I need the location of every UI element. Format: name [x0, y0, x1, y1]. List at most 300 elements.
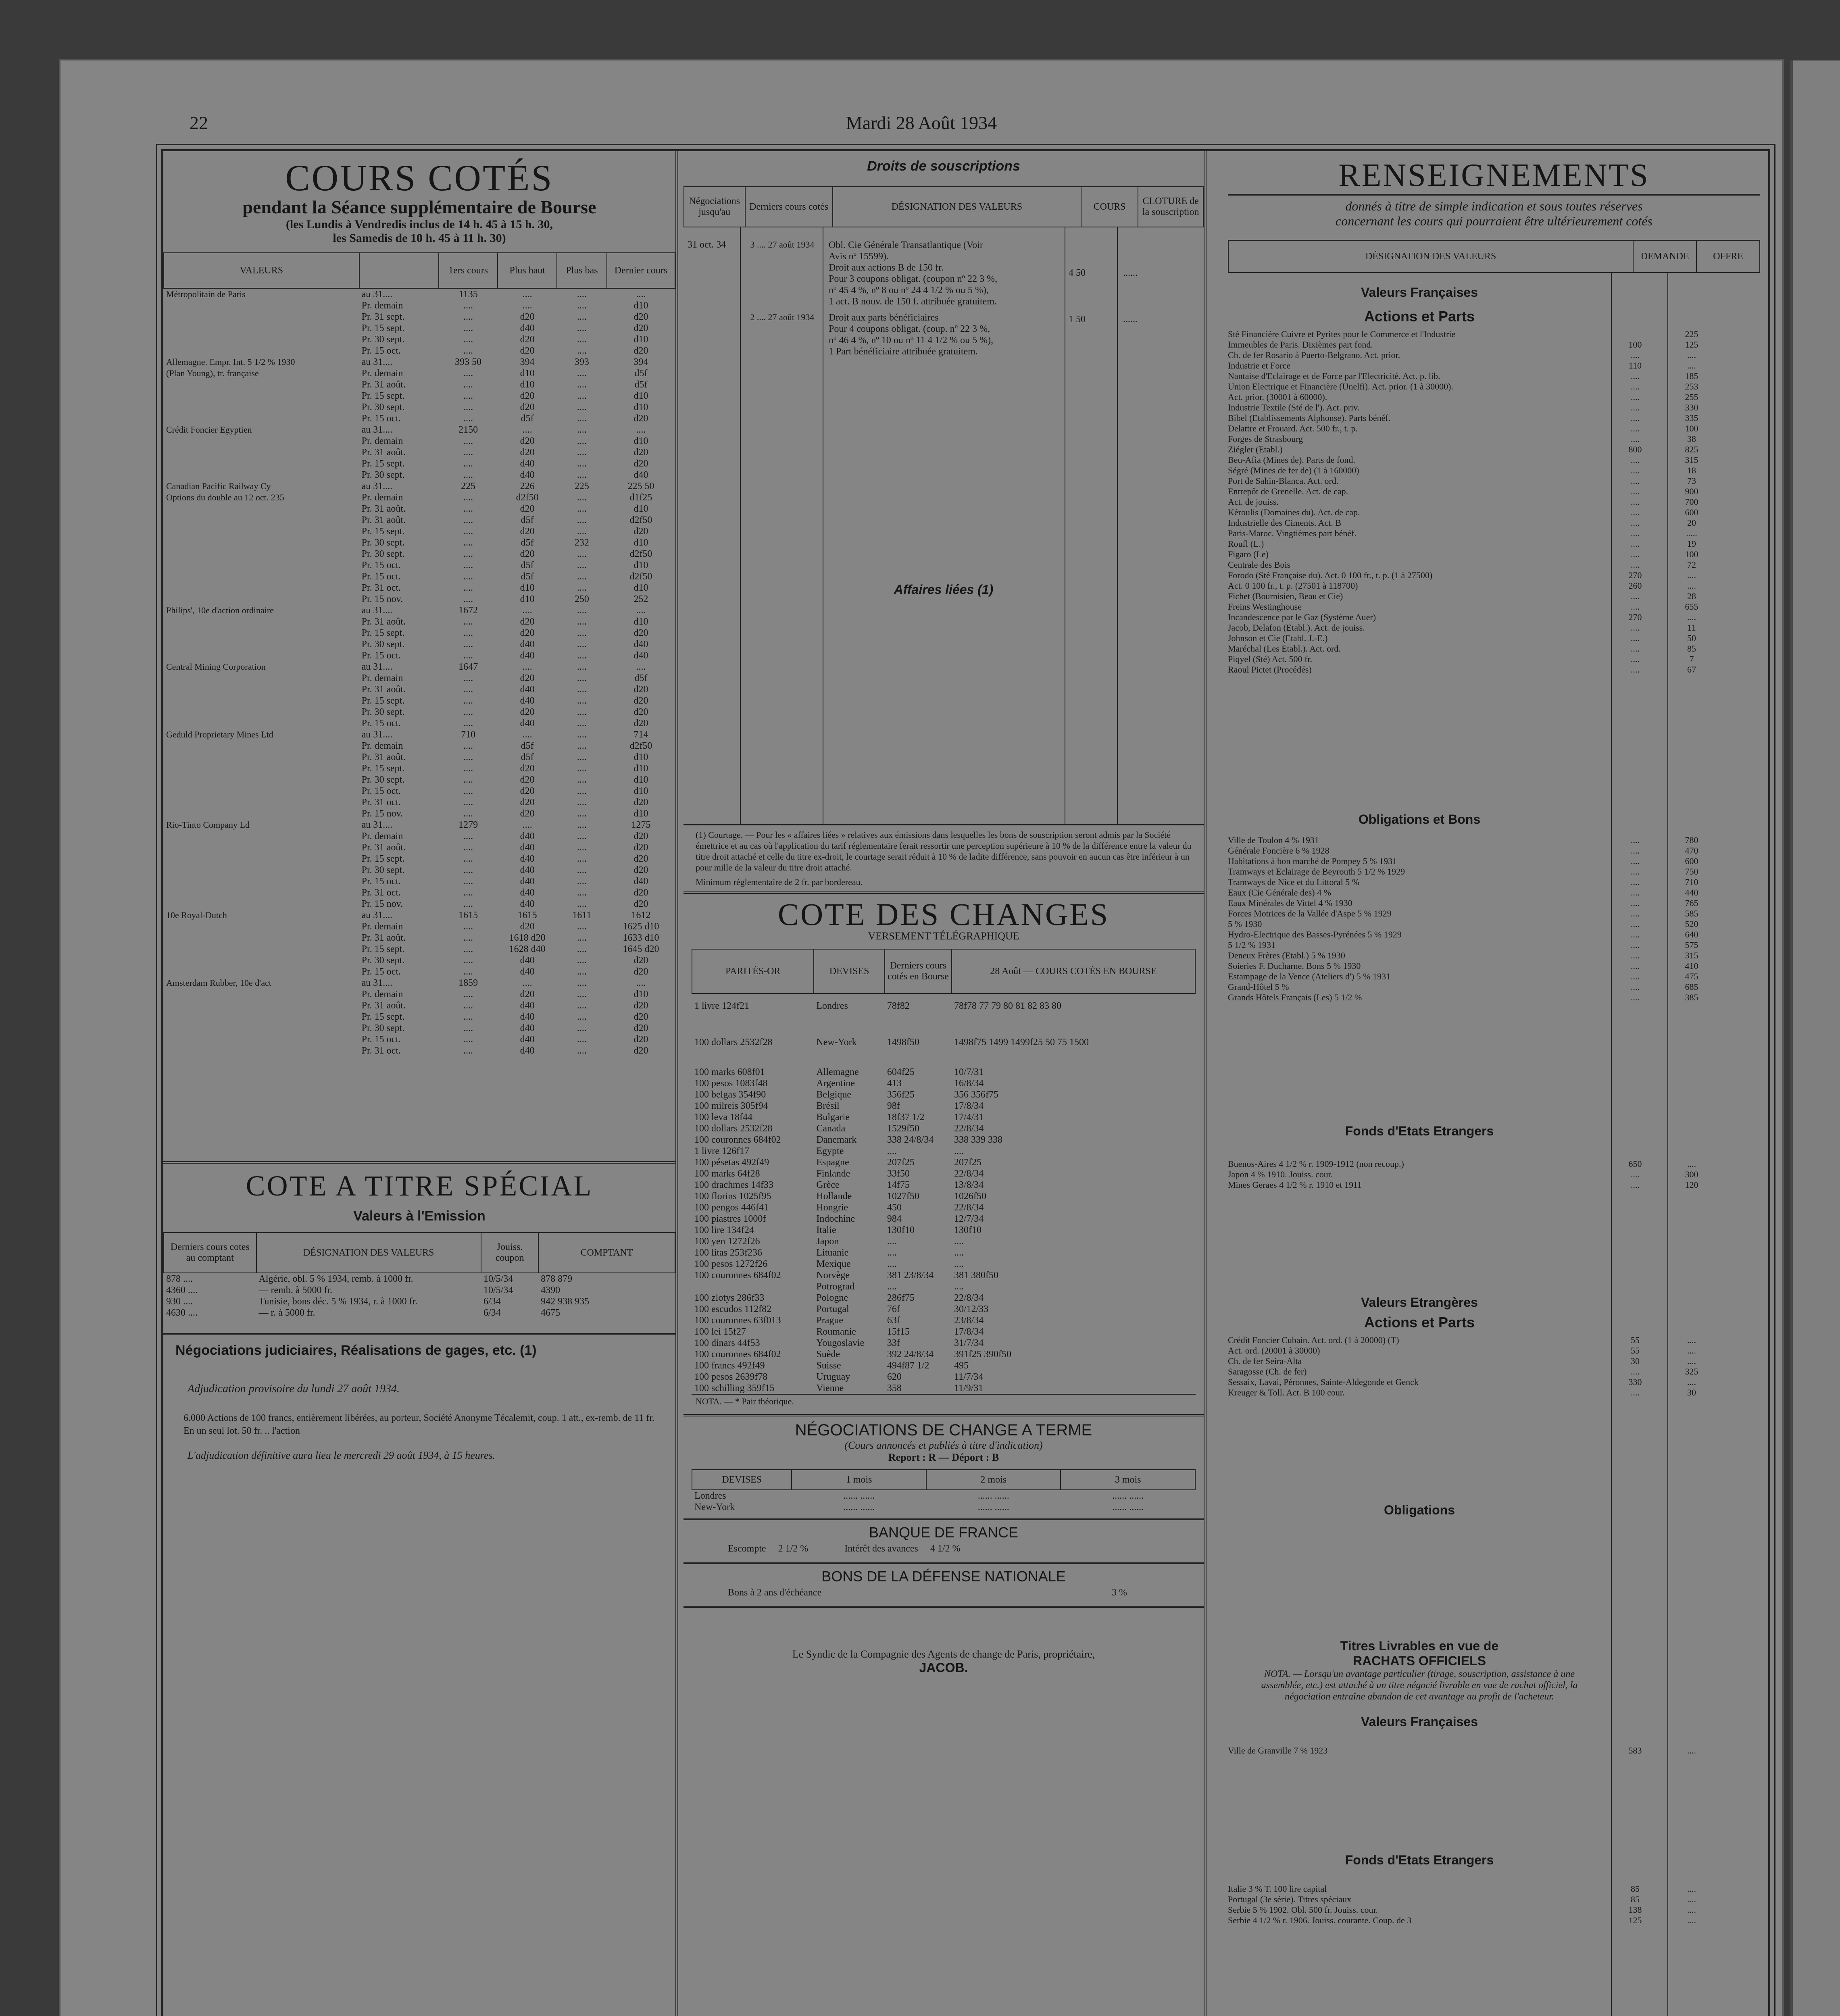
table-cell: Pr. 15 sept. [361, 323, 405, 333]
value-name: Act. 0 100 fr., t. p. (27501 à 118700) [1228, 581, 1358, 591]
table-cell: 100 yen 1272f26 [694, 1236, 760, 1247]
value-name: Serbie 4 1/2 % r. 1906. Jouiss. courante. Coup. de 3 [1228, 1915, 1412, 1925]
column-header: DEVISES [814, 949, 885, 993]
cours-cotes-hours-1: (les Lundis à Vendredis inclus de 14 h. 45 à 15 h. 30, [285, 218, 553, 231]
demande-value: .... [1631, 1387, 1640, 1397]
table-cell: 100 leva 18f44 [694, 1112, 752, 1123]
table-cell: .... [463, 391, 473, 401]
table-cell: .... [577, 379, 587, 390]
table-cell [164, 447, 359, 458]
offre-value: 20 [1687, 518, 1696, 528]
table-cell: .... [577, 729, 587, 740]
table-cell: 394 [633, 357, 648, 367]
table-row [692, 1078, 1195, 1089]
bons-line [683, 1585, 1204, 1601]
table-cell: .... [577, 1034, 587, 1045]
table-cell [164, 616, 359, 627]
table-cell: 381 380f50 [954, 1270, 998, 1281]
table-cell: d20 [633, 526, 648, 537]
demande-value: 260 [1628, 581, 1642, 591]
table-row [692, 1326, 1195, 1337]
column-header: DÉSIGNATION DES VALEURS [256, 1233, 481, 1273]
value-name: Tramways de Nice et du Littoral 5 % [1228, 877, 1360, 887]
table-cell: .... [463, 312, 473, 322]
table-cell [164, 514, 359, 526]
table-cell: Pr. 30 sept. [361, 1023, 405, 1033]
table-cell: .... [463, 887, 473, 898]
table-cell: d5f [521, 752, 534, 762]
list-item [1228, 423, 1760, 434]
offre-value: 325 [1685, 1366, 1698, 1377]
table-cell: .... [954, 1259, 964, 1269]
demande-value: .... [1631, 982, 1640, 992]
table-cell: 16/8/34 [954, 1078, 984, 1089]
table-cell: ...... ...... [1112, 1491, 1144, 1501]
value-name: Eaux (Cie Générale des) 4 % [1228, 887, 1331, 898]
demande-value: .... [1631, 887, 1640, 898]
table-cell: .... [577, 899, 587, 909]
table-cell: 1647 [458, 662, 478, 672]
cours-cotes-subtitle: pendant la Séance supplémentaire de Bourse [242, 197, 596, 217]
table-cell: Pr. 31 août. [361, 842, 406, 853]
table-row [164, 469, 675, 481]
table-cell [164, 831, 359, 842]
demande-value: .... [1631, 846, 1640, 856]
table-cell: d20 [633, 447, 648, 458]
table-cell: 2150 [458, 425, 478, 435]
syndic-name: JACOB. [919, 1660, 968, 1675]
table-cell: d5f [634, 368, 648, 379]
table-cell: 18f37 1/2 [887, 1112, 925, 1123]
table-cell: 338 24/8/34 [887, 1135, 934, 1145]
table-row [164, 402, 675, 413]
demande-value [1607, 329, 1663, 339]
table-cell: d20 [633, 346, 648, 356]
value-name: Forges de Strasbourg [1228, 434, 1303, 444]
offre-value: 685 [1685, 982, 1698, 992]
demande-value: .... [1631, 950, 1640, 960]
table-cell: .... [463, 842, 473, 853]
list-item [1228, 602, 1760, 612]
offre-value: 385 [1685, 992, 1698, 1002]
table-cell: Pr. 30 sept. [361, 470, 405, 480]
table-cell: 1672 [458, 605, 478, 616]
table-cell: 225 [461, 481, 476, 492]
value-name: Nantaise d'Eclairage et de Force par l'Electricité. Act. p. lib. [1228, 371, 1440, 381]
column-header: PARITÉS-OR [692, 949, 814, 993]
table-row [164, 695, 675, 706]
table-cell: Pr. 31 oct. [361, 797, 401, 808]
table-row [692, 1179, 1195, 1191]
table-cell: .... [463, 831, 473, 841]
value-name: Italie 3 % T. 100 lire capital [1228, 1884, 1327, 1894]
offre-value: 335 [1685, 413, 1698, 423]
list-item [1228, 1180, 1760, 1190]
table-cell: 1611 [572, 910, 592, 921]
table-cell: .... [463, 808, 473, 819]
section-heading: Valeurs Françaises [1361, 285, 1478, 300]
demande-value: .... [1631, 633, 1640, 643]
demande-value: 270 [1628, 570, 1642, 580]
table-cell [692, 1281, 814, 1292]
table-cell: .... [887, 1259, 897, 1269]
changes-title: COTE DES CHANGES [777, 897, 1110, 932]
table-cell: Portugal [816, 1304, 849, 1314]
column-header: 28 Août — COURS COTÉS EN BOURSE [952, 949, 1195, 993]
table-cell: .... [636, 425, 646, 435]
table-cell: d20 [633, 899, 648, 909]
titre-special-table [163, 1232, 675, 1318]
offre-value: 100 [1685, 423, 1698, 433]
list-item [1228, 971, 1760, 982]
value-name: Générale Foncière 6 % 1928 [1228, 846, 1329, 856]
table-row [692, 1236, 1195, 1247]
designation-line: Avis nº 15599). [829, 251, 889, 262]
table-cell: .... [577, 673, 587, 683]
table-row [164, 594, 675, 605]
table-cell: d40 [520, 876, 535, 887]
adjudication-line: 6.000 Actions de 100 francs, entièrement libérées, au porteur, Société Anonyme Técalemit, coup. 1 att., ex-remb. de 11 fr. En un seul lot. 50 fr. .. l'action [183, 1413, 655, 1436]
table-cell: .... [463, 718, 473, 729]
table-cell: Pr. 30 sept. [361, 537, 405, 548]
list-item [1228, 392, 1760, 402]
table-cell: .... [463, 752, 473, 762]
table-row [164, 627, 675, 639]
list-item [1228, 1905, 1760, 1915]
list-item [1228, 1356, 1760, 1366]
section-rows [1228, 329, 1760, 675]
table-cell: 1859 [458, 978, 478, 988]
table-cell: .... [577, 458, 587, 469]
table-row [692, 1360, 1195, 1371]
table-cell: d10 [633, 391, 648, 401]
table-cell: .... [463, 583, 473, 593]
table-cell: d20 [520, 504, 535, 514]
table-cell: d40 [520, 1034, 535, 1045]
table-cell: .... [577, 639, 587, 650]
table-cell: 252 [633, 594, 648, 604]
table-cell: Pr. 30 sept. [361, 402, 405, 412]
table-cell: d40 [520, 323, 535, 333]
value-name: Saragosse (Ch. de fer) [1228, 1366, 1307, 1377]
table-cell: Hollande [816, 1191, 852, 1202]
table-cell: .... [463, 854, 473, 864]
table-cell: d10 [633, 775, 648, 785]
changes-subtitle: VERSEMENT TÉLÉGRAPHIQUE [868, 930, 1019, 942]
table-cell: .... [577, 300, 587, 311]
offre-value: .... [1687, 570, 1696, 580]
offre-value: .... [1687, 1335, 1696, 1345]
table-cell: Suisse [816, 1360, 841, 1371]
demande-value: .... [1631, 413, 1640, 423]
avances-value: 4 1/2 % [930, 1543, 961, 1554]
table-cell [164, 379, 359, 390]
section-heading: Valeurs Françaises [1361, 1714, 1478, 1729]
offre-value: 38 [1687, 434, 1696, 444]
changes-table [692, 949, 1196, 1394]
demande-value: .... [1631, 1366, 1640, 1377]
table-cell: 22/8/34 [954, 1293, 984, 1303]
table-cell: New-York [694, 1502, 735, 1512]
table-row [164, 323, 675, 334]
list-item [1228, 1366, 1760, 1377]
table-cell: Pr. demain [361, 436, 403, 446]
column-header: Négociations jusqu'au [684, 187, 745, 227]
table-cell: 17/4/31 [954, 1112, 984, 1123]
offre-value: 255 [1685, 392, 1698, 402]
table-cell: 393 50 [455, 357, 482, 367]
table-cell: .... [522, 425, 532, 435]
table-cell: Egypte [816, 1146, 844, 1156]
value-name: Ch. de fer Seira-Alta [1228, 1356, 1302, 1366]
change-terme-subtitle: (Cours annoncés et publiés à titre d'indication) [844, 1439, 1043, 1451]
table-cell: Pr. 30 sept. [361, 775, 405, 785]
list-item [1228, 612, 1760, 623]
table-cell: d1f25 [629, 492, 652, 503]
value-name: Paris-Maroc. Vingtièmes part bénéf. [1228, 528, 1357, 538]
table-cell [164, 1000, 359, 1011]
table-cell: 4360 .... [166, 1285, 198, 1295]
table-cell: .... [463, 1012, 473, 1022]
table-cell: .... [577, 560, 587, 571]
value-name: Sessaix, Lavai, Péronnes, Sainte-Aldegonde et Genck [1228, 1377, 1419, 1387]
table-cell: ...... ...... [843, 1502, 875, 1512]
table-cell: .... [463, 775, 473, 785]
table-row [164, 740, 675, 752]
table-row [692, 1281, 1195, 1292]
change-terme-report: Report : R — Déport : B [888, 1452, 999, 1463]
table-cell: .... [577, 752, 587, 762]
table-cell: 98f [887, 1101, 900, 1111]
list-item [1228, 1915, 1760, 1926]
table-cell: d10 [633, 436, 648, 446]
column-header: Dernier cours [607, 253, 675, 288]
value-name: Habitations à bon marché de Pompey 5 % 1931 [1228, 856, 1397, 866]
value-name: Immeubles de Paris. Dixièmes part fond. [1228, 339, 1373, 350]
table-cell: 22/8/34 [954, 1168, 984, 1179]
table-row [164, 650, 675, 661]
demande-value: .... [1631, 1169, 1640, 1179]
section-heading: Fonds d'Etats Etrangers [1345, 1124, 1494, 1138]
table-cell: .... [522, 729, 532, 740]
table-row [692, 1145, 1195, 1157]
table-cell: d5f [521, 537, 534, 548]
table-row [164, 288, 675, 300]
table-cell: 63f [887, 1315, 900, 1326]
demande-value: .... [1631, 507, 1640, 517]
column-header: Plus haut [498, 253, 557, 288]
table-cell: Geduld Proprietary Mines Ltd [166, 729, 273, 739]
value-name: Grand-Hôtel 5 % [1228, 982, 1289, 992]
table-cell: 100 dollars 2532f28 [694, 1123, 773, 1134]
table-cell: d20 [633, 312, 648, 322]
designation-line: Pour 3 coupons obligat. (coupon nº 22 3 %, [829, 274, 998, 284]
table-cell: 100 couronnes 684f02 [694, 1135, 781, 1145]
droits-table [683, 186, 1204, 227]
table-cell: .... [463, 1000, 473, 1011]
page-number: 22 [190, 112, 208, 133]
table-row [164, 955, 675, 966]
table-cell: ...... ...... [977, 1502, 1009, 1512]
section-rows [1228, 1884, 1760, 1926]
column-header: DÉSIGNATION DES VALEURS [833, 187, 1081, 227]
table-cell: 1279 [458, 820, 478, 830]
table-cell: d40 [520, 684, 535, 695]
list-item [1228, 992, 1760, 1003]
table-cell: d2f50 [516, 492, 539, 503]
table-row [692, 1157, 1195, 1168]
table-row [164, 1011, 675, 1023]
table-cell: d20 [633, 955, 648, 966]
droits-row1-date: 31 oct. 34 [688, 240, 726, 250]
table-cell: 1498f75 1499 1499f25 50 75 1500 [954, 1037, 1089, 1048]
table-cell: .... [463, 741, 473, 751]
table-cell: 604f25 [887, 1067, 915, 1077]
table-cell: .... [577, 797, 587, 808]
table-cell: .... [577, 425, 587, 435]
table-cell: .... [463, 504, 473, 514]
table-cell: .... [577, 368, 587, 379]
value-name: Delattre et Frouard. Act. 500 fr., t. p. [1228, 423, 1358, 433]
table-cell: d2f50 [629, 571, 652, 582]
table-cell: 100 francs 492f49 [694, 1360, 765, 1371]
table-row [164, 503, 675, 514]
table-row [692, 1089, 1195, 1100]
table-row [164, 413, 675, 424]
table-cell: ...... ...... [1112, 1502, 1144, 1512]
list-item [1228, 497, 1760, 507]
value-name: Industrielle des Ciments. Act. B [1228, 518, 1342, 528]
table-cell: .... [577, 696, 587, 706]
table-cell [164, 1045, 359, 1056]
table-cell: .... [463, 707, 473, 717]
value-name: Portugal (3e série). Titres spéciaux [1228, 1894, 1352, 1904]
table-cell: d20 [633, 887, 648, 898]
table-cell: 14f75 [887, 1180, 910, 1190]
table-cell: 1529f50 [887, 1123, 919, 1134]
table-cell: au 31.... [361, 357, 393, 367]
table-cell: 100 marks 64f28 [694, 1168, 760, 1179]
section-heading: Obligations [1384, 1503, 1455, 1517]
table-cell: 31/7/34 [954, 1338, 984, 1348]
table-cell [164, 943, 359, 955]
section-heading: Actions et Parts [1364, 308, 1475, 325]
table-cell: .... [463, 458, 473, 469]
cours-cotes-table [163, 252, 675, 1056]
table-cell [164, 921, 359, 932]
table-cell: Argentine [816, 1078, 855, 1089]
table-cell: au 31.... [361, 481, 393, 492]
column-header: DEMANDE [1633, 240, 1696, 273]
table-cell: 250 [574, 594, 589, 604]
table-cell: 22/8/34 [954, 1123, 984, 1134]
demande-value: .... [1631, 455, 1640, 465]
table-cell [164, 323, 359, 334]
table-cell: d40 [520, 1045, 535, 1056]
demande-value: 138 [1628, 1905, 1642, 1915]
table-cell: Allemagne [816, 1067, 859, 1077]
table-cell: 10/5/34 [483, 1285, 513, 1295]
demande-value: .... [1631, 518, 1640, 528]
table-cell: d2f50 [629, 741, 652, 751]
table-cell: 338 339 338 [954, 1135, 1002, 1145]
table-cell: .... [577, 447, 587, 458]
table-cell: Pr. 31 oct. [361, 887, 401, 898]
table-row [164, 876, 675, 887]
table-cell: Pr. demain [361, 921, 403, 932]
table-row [164, 853, 675, 864]
offre-value: 73 [1687, 476, 1696, 486]
table-cell: au 31.... [361, 605, 393, 616]
table-row [164, 1273, 675, 1285]
demande-value: .... [1631, 549, 1640, 559]
table-cell: d20 [520, 797, 535, 808]
value-name: Jacob, Delafon (Etabl.). Act. de jouiss. [1228, 623, 1365, 633]
bons-title: BONS DE LA DÉFENSE NATIONALE [821, 1568, 1066, 1585]
table-row [692, 1112, 1195, 1123]
adjacent-page-edge [1790, 60, 1840, 2016]
table-row [164, 424, 675, 435]
value-name: Maréchal (Les Etabl.). Act. ord. [1228, 644, 1341, 654]
designation-line: Obl. Cie Générale Transatlantique (Voir [829, 240, 983, 250]
table-cell [164, 334, 359, 345]
table-cell: .... [577, 549, 587, 559]
offre-value: .... [1687, 1884, 1696, 1894]
table-cell: .... [463, 1023, 473, 1033]
table-cell: 100 couronnes 684f02 [694, 1270, 781, 1281]
table-row [164, 661, 675, 673]
demande-value: .... [1631, 940, 1640, 950]
table-cell: .... [887, 1248, 897, 1258]
offre-value: 253 [1685, 381, 1698, 392]
value-name: Forodo (Sté Française du). Act. 0 100 fr., t. p. (1 à 27500) [1228, 570, 1433, 580]
table-cell: .... [577, 933, 587, 943]
table-cell: 878 .... [166, 1274, 193, 1284]
table-cell: d40 [520, 696, 535, 706]
list-item [1228, 623, 1760, 633]
table-cell: Pr. 15 oct. [361, 413, 401, 424]
table-cell: .... [577, 854, 587, 864]
demande-value: .... [1631, 476, 1640, 486]
table-cell: Londres [694, 1491, 726, 1501]
droits-row2-close: ...... [1123, 314, 1138, 325]
list-item [1228, 350, 1760, 360]
column-header: Derniers cours cotés [745, 187, 833, 227]
table-cell: d20 [633, 628, 648, 638]
table-cell: Pr. demain [361, 673, 403, 683]
droits-row2-value: 1 50 [1069, 314, 1086, 325]
offre-value: 330 [1685, 402, 1698, 412]
table-cell: .... [577, 786, 587, 796]
table-cell: Métropolitain de Paris [166, 289, 246, 299]
value-name: Industrie et Force [1228, 360, 1291, 371]
table-cell: Pr. 15 oct. [361, 786, 401, 796]
table-cell: Pr. 30 sept. [361, 865, 405, 875]
value-name: Grands Hôtels Français (Les) 5 1/2 % [1228, 992, 1362, 1002]
designation-line: nº 45 4 %, nº 8 ou nº 24 4 1/2 % ou 5 %), [829, 285, 989, 296]
table-row [164, 763, 675, 774]
list-item [1228, 444, 1760, 455]
demande-value: .... [1631, 654, 1640, 664]
list-item [1228, 560, 1760, 570]
table-cell: Pr. 30 sept. [361, 549, 405, 559]
table-row [164, 706, 675, 718]
list-item [1228, 360, 1760, 371]
table-cell: d5f [521, 560, 534, 571]
demande-value: .... [1631, 919, 1640, 929]
table-cell: 15f15 [887, 1327, 910, 1337]
table-cell: .... [463, 334, 473, 345]
